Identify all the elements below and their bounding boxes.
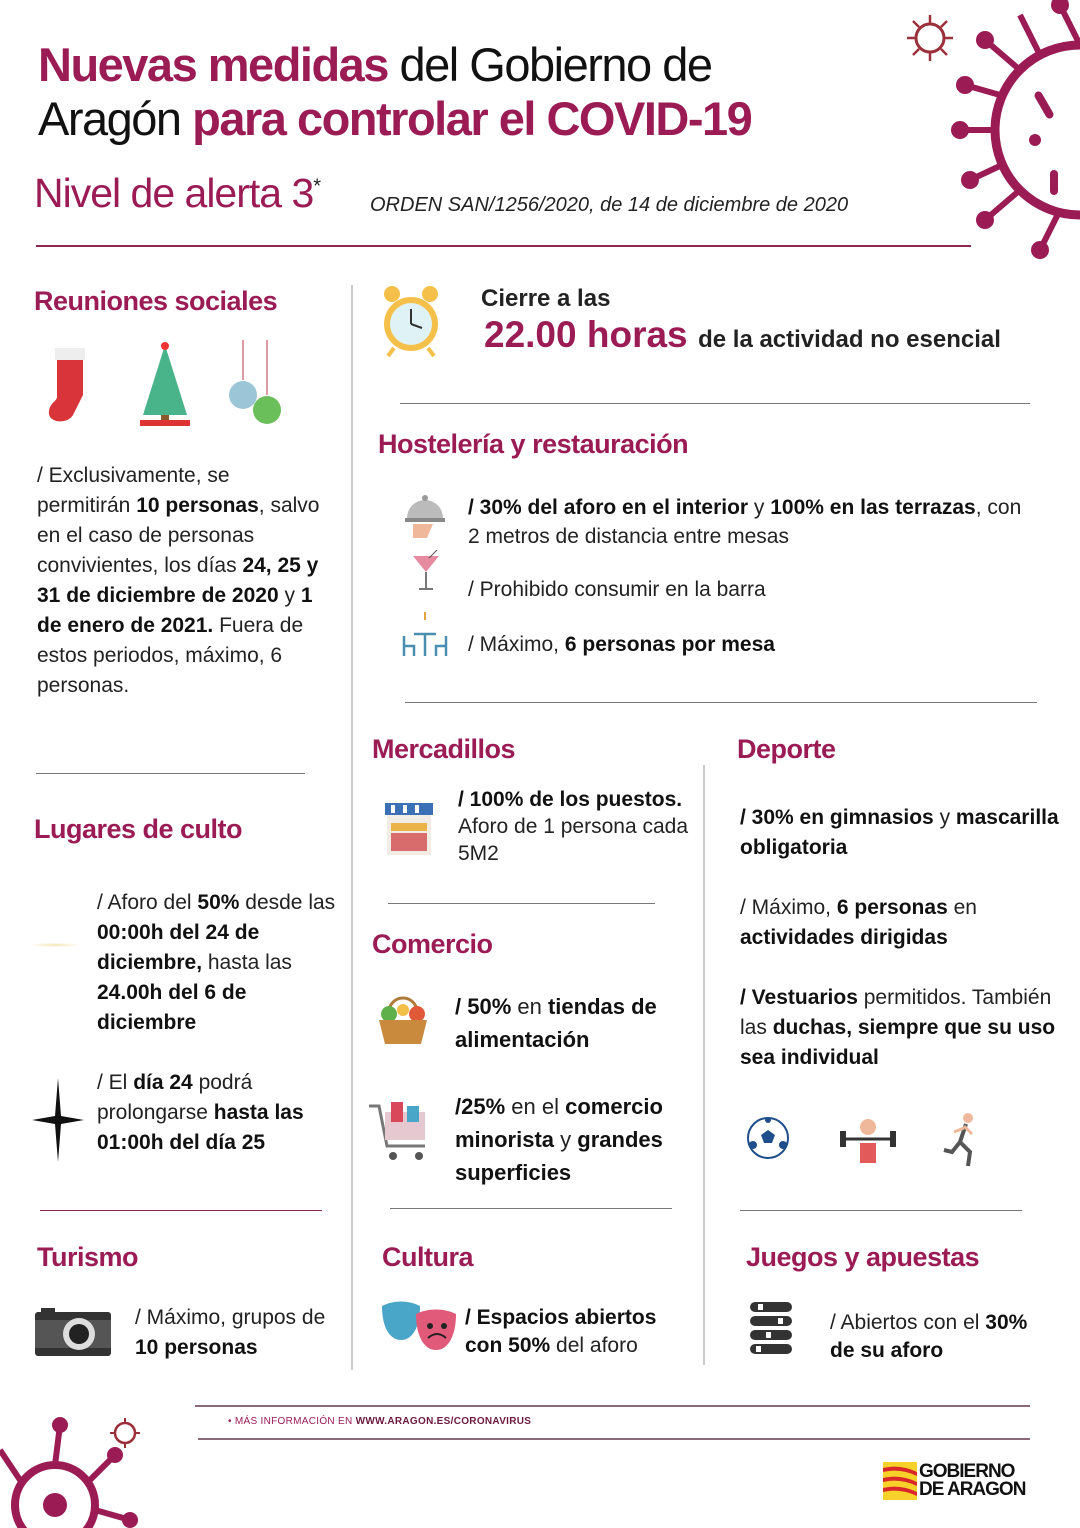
order-reference: ORDEN SAN/1256/2020, de 14 de diciembre de 2020 <box>370 194 849 216</box>
star-icon <box>32 1078 84 1162</box>
soccer-ball-icon <box>745 1115 791 1161</box>
divider <box>351 285 353 1370</box>
text: / Máximo, <box>740 896 837 919</box>
text: y <box>554 1127 578 1152</box>
alarm-clock-icon <box>380 284 442 358</box>
christmas-stocking-icon <box>45 343 100 425</box>
more-info-link[interactable]: WWW.ARAGON.ES/CORONAVIRUS <box>355 1416 532 1427</box>
bold-text: 24.00h del 6 de diciembre <box>97 981 247 1034</box>
text: Aragón <box>38 92 193 145</box>
text: permitidos. También las <box>740 986 1052 1039</box>
cierre-rest: de la actividad no esencial <box>698 326 1001 353</box>
culto-item-1 <box>97 888 347 1038</box>
comercio-item-2 <box>455 1090 700 1189</box>
text: y <box>278 584 301 607</box>
text: / Exclusivamente, se permitirán <box>37 464 230 517</box>
bold-text: 50% <box>197 891 240 914</box>
text: y <box>933 806 956 829</box>
alert-asterisk: * <box>313 175 321 198</box>
christmas-tree-icon <box>135 340 195 428</box>
bold-text: / Vestuarios <box>740 986 858 1009</box>
more-info-label: MÁS INFORMACIÓN EN <box>234 1416 356 1427</box>
title-line-1 <box>38 38 711 92</box>
bold-text: / 100% de los puestos. <box>458 788 683 811</box>
bold-text: Nuevas medidas <box>38 38 388 91</box>
divider <box>195 1405 1030 1407</box>
heading-juegos: Juegos y apuestas <box>746 1242 980 1272</box>
text: del Gobierno de <box>387 38 712 91</box>
text: / Abiertos con el <box>830 1311 986 1334</box>
text: y <box>748 496 771 519</box>
weightlifter-icon <box>838 1115 898 1167</box>
small-virus-icon <box>905 13 955 63</box>
text: desde las <box>239 891 336 914</box>
text: Fuera de estos periodos, máximo, 6 personas. <box>37 614 304 697</box>
text: / Prohibido consumir en la barra <box>468 578 766 601</box>
heading-reuniones: Reuniones sociales <box>34 286 278 316</box>
heading-cultura: Cultura <box>382 1242 473 1272</box>
bold-text: 10 personas <box>135 1336 258 1359</box>
bold-text: grandes superficies <box>455 1127 663 1185</box>
text: / Máximo, grupos de <box>135 1306 326 1329</box>
turismo-text <box>135 1303 335 1363</box>
divider <box>198 1438 1030 1440</box>
divider <box>36 773 305 774</box>
hosteleria-item-1 <box>468 493 1038 551</box>
serving-cloche-icon <box>403 492 447 540</box>
deporte-item-3 <box>740 983 1060 1073</box>
food-basket-icon <box>375 992 431 1046</box>
bold-text: / 30% en gimnasios <box>740 806 934 829</box>
bold-text: 100% en las terrazas <box>770 496 976 519</box>
heading-turismo: Turismo <box>37 1242 139 1272</box>
hosteleria-item-2 <box>468 575 766 605</box>
theater-masks-icon <box>380 1300 458 1356</box>
divider <box>390 1208 672 1209</box>
culto-item-2 <box>97 1068 347 1158</box>
market-stall-icon <box>383 803 435 857</box>
bold-text: 24, 25 y 31 de diciembre de 2020 <box>37 554 319 607</box>
more-info: • MÁS INFORMACIÓN EN WWW.ARAGON.ES/CORONAVIRUS <box>228 1416 532 1427</box>
text: en <box>947 896 977 919</box>
bold-text: actividades dirigidas <box>740 926 948 949</box>
cultura-text <box>465 1304 695 1360</box>
bold-text: / Espacios abiertos con 50% <box>465 1306 657 1357</box>
text: en <box>511 994 548 1019</box>
cierre-line-1: Cierre a las <box>481 285 611 312</box>
bold-text: tiendas de alimentación <box>455 994 657 1052</box>
runner-icon <box>942 1112 982 1168</box>
bold-text: /25% <box>455 1094 506 1119</box>
bold-text: 6 personas por mesa <box>564 633 775 656</box>
text: , salvo en el caso de personas convivientes, los días <box>37 494 320 577</box>
casino-chips-icon <box>748 1300 794 1358</box>
text: / Máximo, <box>468 633 565 656</box>
heading-comercio: Comercio <box>372 929 493 959</box>
bold-text: / 30% del aforo en el interior <box>468 496 749 519</box>
text: / El <box>97 1071 134 1094</box>
heading-deporte: Deporte <box>737 734 836 764</box>
shopping-cart-icon <box>367 1100 433 1166</box>
bold-text: / 50% <box>455 994 512 1019</box>
bold-text: 6 personas <box>836 896 948 919</box>
heading-culto: Lugares de culto <box>34 814 243 844</box>
virus-icon <box>940 0 1080 265</box>
aragon-flag-icon <box>883 1462 917 1500</box>
comercio-item-1 <box>455 990 695 1056</box>
bold-text: comercio minorista <box>455 1094 663 1152</box>
alert-level <box>34 170 320 217</box>
deporte-item-2 <box>740 893 1060 953</box>
text: podrá prolongarse <box>97 1071 253 1124</box>
divider <box>40 1210 322 1211</box>
deporte-item-1 <box>740 803 1060 863</box>
cocktail-icon <box>411 550 441 592</box>
table-chairs-icon <box>400 612 450 658</box>
text: del aforo <box>550 1334 638 1357</box>
bold-text: para controlar el COVID-19 <box>192 92 752 145</box>
sparkle-icon <box>28 943 83 947</box>
gobierno-aragon-logo <box>883 1462 1025 1500</box>
mercadillos-text <box>458 786 688 867</box>
heading-mercadillos: Mercadillos <box>372 734 516 764</box>
bold-text: hasta las 01:00h del día 25 <box>97 1101 304 1154</box>
camera-icon <box>35 1308 111 1356</box>
divider <box>740 1210 1022 1211</box>
bold-text: 00:00h del 24 de diciembre, <box>97 921 260 974</box>
divider <box>36 245 971 247</box>
reuniones-text <box>37 461 322 701</box>
divider <box>400 403 1030 404</box>
alert-level-text: Nivel de alerta 3 <box>34 170 314 216</box>
logo-line-2: DE ARAGON <box>919 1479 1026 1500</box>
divider <box>405 702 1037 703</box>
text: hasta las <box>202 951 292 974</box>
title-line-2 <box>38 92 751 146</box>
bold-text: 30% de su aforo <box>830 1311 1028 1362</box>
hosteleria-item-3 <box>468 630 775 660</box>
text: Aforo de 1 persona cada 5M2 <box>458 815 688 865</box>
bold-text: día 24 <box>133 1071 193 1094</box>
cierre-time: 22.00 horas <box>484 314 688 355</box>
bold-text: 10 personas <box>136 494 259 517</box>
juegos-text <box>830 1309 1050 1365</box>
heading-hosteleria: Hostelería y restauración <box>378 429 689 459</box>
bold-text: mascarilla obligatoria <box>740 806 1059 859</box>
text: , con 2 metros de distancia entre mesas <box>468 496 1022 548</box>
text: en el <box>505 1094 566 1119</box>
divider <box>703 765 705 1365</box>
bold-text: 1 de enero de 2021. <box>37 584 313 637</box>
cierre-line-2 <box>484 314 1001 356</box>
text: / Aforo del <box>97 891 198 914</box>
logo-line-1: GOBIERNO <box>919 1461 1015 1482</box>
divider <box>388 903 655 904</box>
virus-icon <box>0 1410 150 1528</box>
bold-text: duchas, siempre que su uso sea individual <box>740 1016 1056 1069</box>
christmas-ornaments-icon <box>225 340 285 428</box>
